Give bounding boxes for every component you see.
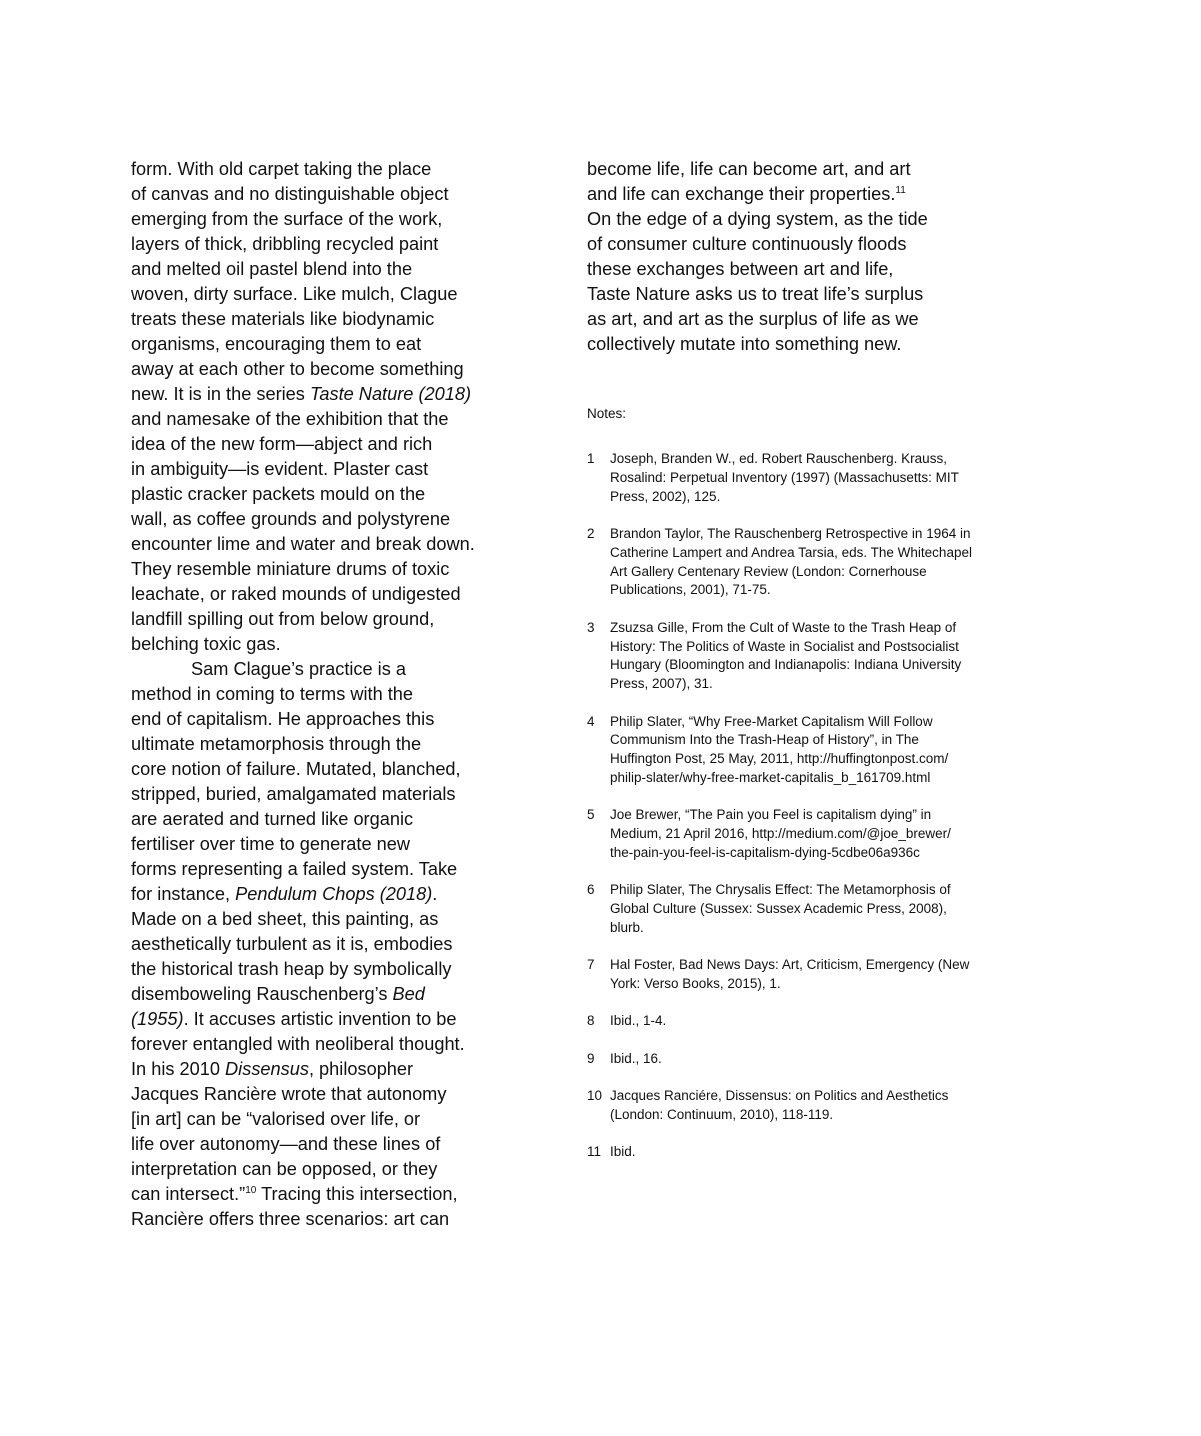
right-column [587, 157, 1027, 357]
artwork-title: Taste Nature (2018) [309, 384, 472, 404]
text-line: belching toxic gas. [131, 634, 281, 654]
text-line: life over autonomy—and these lines of [131, 1134, 441, 1154]
text-line: woven, dirty surface. Like mulch, Clague [131, 284, 458, 304]
text-line: of canvas and no distinguishable object [131, 184, 449, 204]
footnote-number: 8 [587, 1013, 595, 1029]
text-line: emerging from the surface of the work, [131, 209, 443, 229]
footnote-number: 5 [587, 807, 595, 823]
text-line: Taste Nature asks us to treat life’s surplus [587, 284, 924, 304]
text-line: ultimate metamorphosis through the [131, 734, 422, 754]
text-line: of consumer culture continuously floods [587, 234, 907, 254]
text-line: forms representing a failed system. Take [131, 859, 458, 879]
footnote-line: Brandon Taylor, The Rauschenberg Retrospective in 1964 in [610, 525, 971, 541]
left-column [131, 157, 516, 1232]
footnote-4 [587, 713, 1027, 788]
text-line: They resemble miniature drums of toxic [131, 559, 450, 579]
footnote-line: Zsuzsa Gille, From the Cult of Waste to the Trash Heap of [610, 619, 957, 635]
footnote-text [610, 1012, 1027, 1031]
footnote-number: 10 [587, 1088, 603, 1104]
text-line: fertiliser over time to generate new [131, 834, 411, 854]
footnote-number: 1 [587, 451, 595, 466]
footnote-number: 6 [587, 882, 595, 898]
text-line: interpretation can be opposed, or they [131, 1159, 438, 1179]
footnote-line: Jacques Ranciére, Dissensus: on Politics and Aesthetics [610, 1088, 949, 1104]
footnote-ref-11: 11 [895, 185, 906, 196]
text-line: idea of the new form—abject and rich [131, 434, 433, 454]
text-line: forever entangled with neoliberal thought. [131, 1034, 465, 1054]
text-line: wall, as coffee grounds and polystyrene [131, 509, 451, 529]
footnote-5 [587, 806, 1027, 862]
text-line: can intersect.”$^{10}$ Tracing this intersection, [131, 1184, 458, 1204]
footnote-number: 4 [587, 713, 595, 729]
footnote-line: Publications, 2001), 71-75. [610, 582, 771, 598]
footnote-number: 7 [587, 957, 595, 973]
footnote-line: Catherine Lampert and Andrea Tarsia, eds. The Whitechapel [610, 544, 972, 560]
text-line: stripped, buried, amalgamated materials [131, 784, 456, 804]
footnote-line: History: The Politics of Waste in Socialist and Postsocialist [610, 638, 959, 654]
text-line: In his 2010 Dissensus, philosopher [131, 1059, 414, 1079]
text-line: (1955). It accuses artistic invention to be [131, 1009, 457, 1029]
footnote-9 [587, 1050, 1027, 1069]
footnote-line: (London: Continuum, 2010), 118-119. [610, 1107, 834, 1123]
text-line: the historical trash heap by symbolically [131, 959, 452, 979]
footnote-line: Press, 2007), 31. [610, 676, 713, 692]
text-line: plastic cracker packets mould on the [131, 484, 426, 504]
artwork-year: (1955) [131, 1009, 184, 1029]
book-title: Dissensus [225, 1059, 309, 1079]
footnote-line: Global Culture (Sussex: Sussex Academic Press, 2008), [610, 901, 947, 917]
text-line: and life can exchange their properties.$^{11}$ [587, 184, 906, 204]
footnote-line: Communism Into the Trash-Heap of History”, in The [610, 732, 919, 748]
notes-heading: Notes: [587, 406, 627, 421]
text-line: landfill spilling out from below ground, [131, 609, 435, 629]
text-line: treats these materials like biodynamic [131, 309, 435, 329]
text-line: [in art] can be “valorised over life, or [131, 1109, 421, 1129]
footnote-number: 11 [587, 1144, 602, 1160]
footnote-line: Hungary (Bloomington and Indianapolis: Indiana University [610, 657, 962, 673]
footnote-1 [587, 450, 1027, 506]
footnote-number: 2 [587, 525, 595, 541]
text-line: core notion of failure. Mutated, blanched, [131, 759, 461, 779]
text-line: Sam Clague’s practice is a [191, 659, 406, 679]
footnote-line: Huffington Post, 25 May, 2011, http://huffingtonpost.com/ [610, 751, 949, 767]
footnote-number: 9 [587, 1050, 595, 1066]
text-line: layers of thick, dribbling recycled paint [131, 234, 439, 254]
text-line: form. With old carpet taking the place [131, 159, 432, 179]
text-line: organisms, encouraging them to eat [131, 334, 422, 354]
footnote-number: 3 [587, 619, 595, 635]
text-line: Jacques Rancière wrote that autonomy [131, 1084, 447, 1104]
footnote-text [610, 713, 1027, 788]
footnote-text [610, 1050, 1027, 1069]
footnote-text [610, 619, 1027, 694]
footnote-text [610, 881, 1027, 937]
footnote-line: Ibid., 16. [610, 1050, 662, 1066]
footnote-11 [587, 1143, 1027, 1162]
notes-list [587, 450, 1027, 1181]
footnote-line: Hal Foster, Bad News Days: Art, Criticism, Emergency (New [610, 957, 970, 973]
footnote-text [610, 1087, 1027, 1125]
footnote-line: Press, 2002), 125. [610, 488, 721, 504]
footnote-text [610, 450, 1027, 506]
footnote-line: Joe Brewer, “The Pain you Feel is capitalism dying” in [610, 807, 932, 823]
text-line: collectively mutate into something new. [587, 334, 902, 354]
footnote-line: philip-slater/why-free-market-capitalis_b_161709.html [610, 769, 931, 785]
footnote-10 [587, 1087, 1027, 1125]
text-line: On the edge of a dying system, as the tide [587, 209, 928, 229]
text-line: these exchanges between art and life, [587, 259, 894, 279]
text-line: leachate, or raked mounds of undigested [131, 584, 461, 604]
footnote-line: Medium, 21 April 2016, http://medium.com/@joe_brewer/ [610, 826, 951, 842]
footnote-line: Ibid., 1-4. [610, 1013, 667, 1029]
text-line: end of capitalism. He approaches this [131, 709, 435, 729]
footnote-line: Philip Slater, “Why Free-Market Capitalism Will Follow [610, 713, 933, 729]
paragraph-1 [131, 157, 516, 657]
footnote-2 [587, 525, 1027, 600]
footnote-line: Ibid. [610, 1144, 636, 1160]
text-line: as art, and art as the surplus of life as we [587, 309, 919, 329]
text-line: disemboweling Rauschenberg’s Bed [131, 984, 425, 1004]
footnote-text [610, 1143, 1027, 1162]
footnote-ref-10: 10 [245, 1185, 257, 1196]
paragraph-3 [587, 157, 1027, 357]
footnote-8 [587, 1012, 1027, 1031]
text-line: in ambiguity—is evident. Plaster cast [131, 459, 429, 479]
text-line: Rancière offers three scenarios: art can [131, 1209, 450, 1229]
text-line: and melted oil pastel blend into the [131, 259, 413, 279]
text-line: Made on a bed sheet, this painting, as [131, 909, 439, 929]
text-line: are aerated and turned like organic [131, 809, 414, 829]
footnote-line: Art Gallery Centenary Review (London: Cornerhouse [610, 563, 927, 579]
footnote-line: Joseph, Branden W., ed. Robert Rauschenberg. Krauss, [610, 451, 947, 466]
footnote-line: the-pain-you-feel-is-capitalism-dying-5cdbe06a936c [610, 844, 920, 860]
footnote-text [610, 956, 1027, 994]
text-line: aesthetically turbulent as it is, embodies [131, 934, 453, 954]
footnote-text [610, 806, 1027, 862]
footnote-6 [587, 881, 1027, 937]
footnote-line: York: Verso Books, 2015), 1. [610, 976, 781, 992]
artwork-title: Pendulum Chops (2018) [235, 884, 433, 904]
text-line: and namesake of the exhibition that the [131, 409, 449, 429]
footnote-text [610, 525, 1027, 600]
text-line: method in coming to terms with the [131, 684, 414, 704]
footnote-3 [587, 619, 1027, 694]
text-line: new. It is in the series Taste Nature (2018) [131, 384, 472, 404]
text-line: become life, life can become art, and art [587, 159, 911, 179]
footnote-line: blurb. [610, 919, 644, 935]
text-line: away at each other to become something [131, 359, 464, 379]
text-line: for instance, Pendulum Chops (2018). [131, 884, 438, 904]
text-line: encounter lime and water and break down. [131, 534, 475, 554]
paragraph-2 [131, 657, 516, 1232]
footnote-line: Rosalind: Perpetual Inventory (1997) (Massachusetts: MIT [610, 469, 959, 485]
footnote-line: Philip Slater, The Chrysalis Effect: The Metamorphosis of [610, 882, 951, 898]
footnote-7 [587, 956, 1027, 994]
artwork-title: Bed [392, 984, 425, 1004]
